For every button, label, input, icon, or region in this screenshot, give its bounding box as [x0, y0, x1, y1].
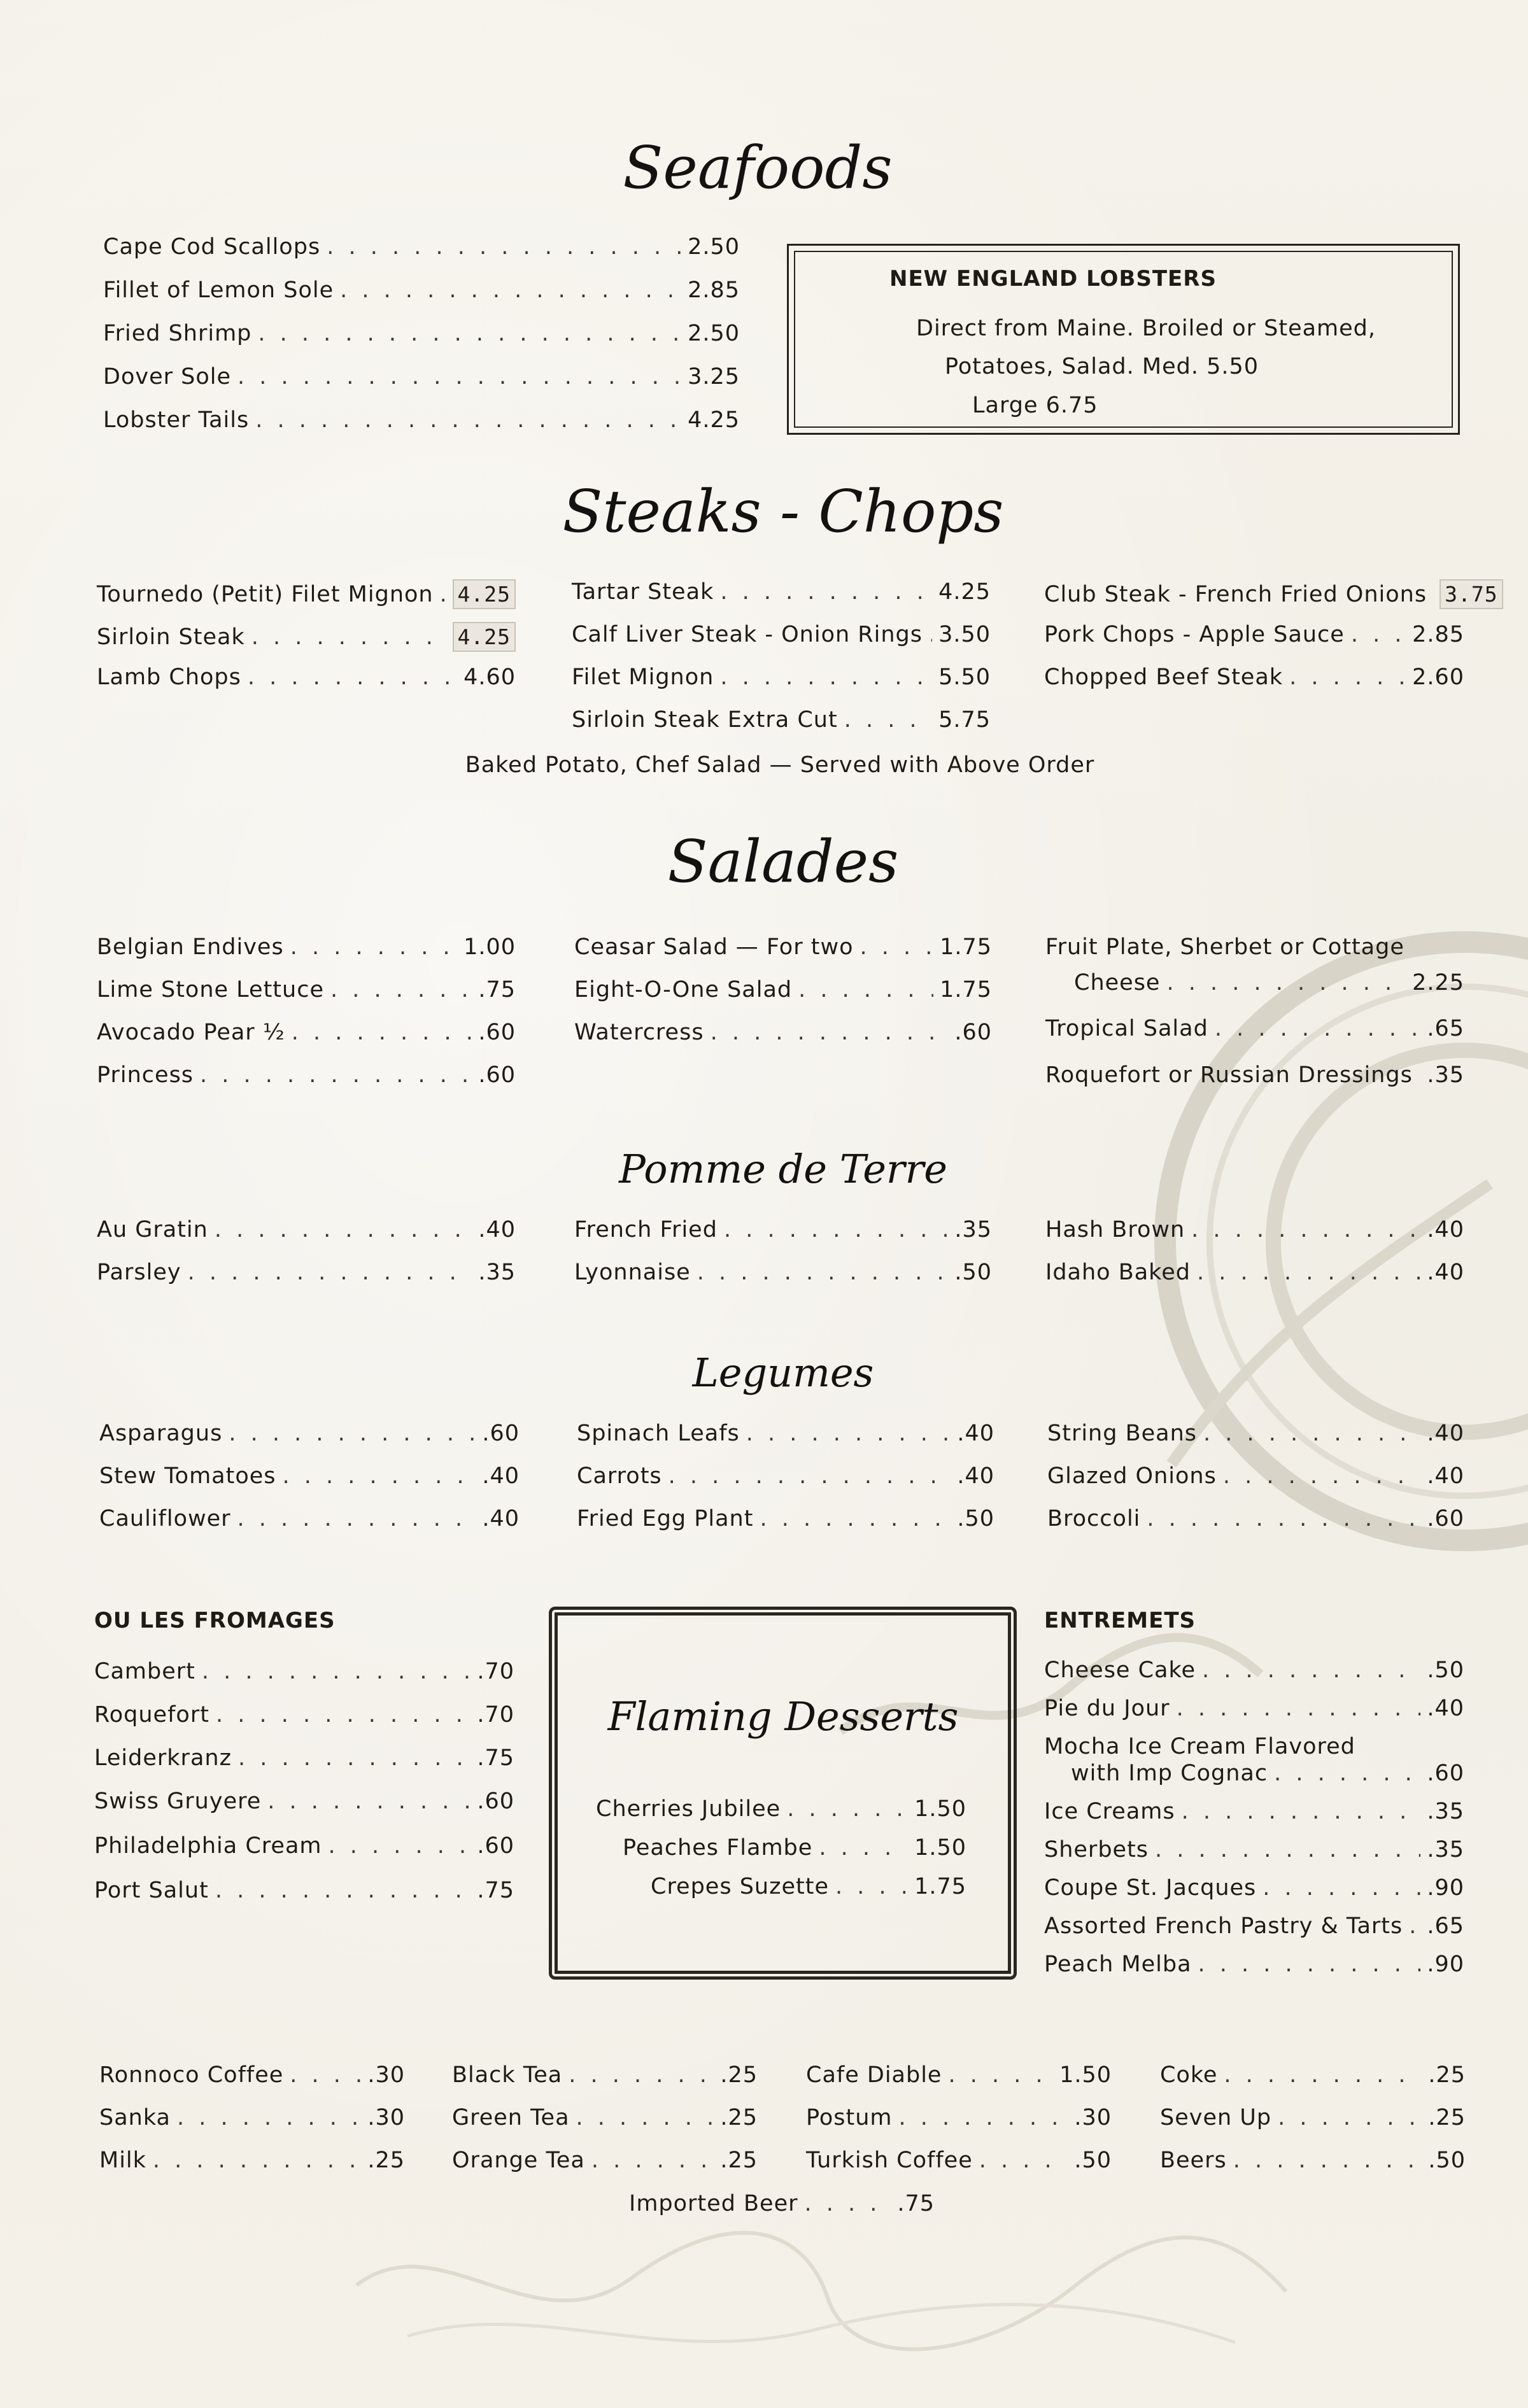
salades-title: Salades [667, 827, 899, 896]
leader-dots [1409, 1913, 1420, 1939]
list-item [1045, 1016, 1464, 1054]
item-price: .35 [1427, 1062, 1464, 1088]
item-name: Cheese Cake [1044, 1658, 1196, 1683]
list-item [94, 1745, 514, 1784]
item-name: Ceasar Salad — For two [574, 934, 854, 960]
item-name: Peach Melba [1044, 1952, 1192, 1977]
item-price: .75 [477, 1878, 514, 1903]
list-item [1044, 1799, 1464, 1837]
steaks-title: Steaks - Chops [562, 477, 1004, 546]
item-name: Princess [97, 1062, 194, 1088]
item-name: Green Tea [452, 2105, 570, 2130]
leader-dots [668, 1463, 951, 1489]
item-name: Turkish Coffee [806, 2148, 973, 2173]
item-price: 5.50 [938, 665, 991, 690]
leader-dots [283, 1463, 476, 1489]
item-name: Cape Cod Scallops [103, 234, 321, 260]
item-name: Roquefort [94, 1702, 209, 1728]
item-name: Mocha Ice Cream Flavored [1044, 1734, 1355, 1759]
list-item [577, 1506, 994, 1544]
list-item [596, 1796, 966, 1834]
item-name: Milk [99, 2148, 146, 2173]
item-price: .40 [1427, 1463, 1464, 1489]
item-price: .65 [1427, 1913, 1464, 1939]
item-price: 4.25 [453, 622, 516, 652]
list-item [577, 1463, 994, 1502]
list-item [99, 1421, 520, 1459]
item-price: 2.50 [688, 234, 740, 260]
seafoods-title: Seafoods [623, 134, 893, 202]
item-name: Peaches Flambe [623, 1835, 813, 1861]
list-item [103, 364, 740, 402]
list-item [452, 2062, 758, 2101]
leader-dots [1223, 1463, 1421, 1489]
leader-dots [948, 2062, 1053, 2088]
item-price: .40 [482, 1506, 520, 1531]
leader-dots [1289, 665, 1406, 690]
item-price: 2.85 [1412, 622, 1464, 647]
list-item [1045, 1062, 1464, 1101]
item-price: .30 [367, 2062, 405, 2088]
leader-dots [1198, 1952, 1421, 1977]
lobster-line-3: Large 6.75 [972, 393, 1098, 418]
entremets-title: ENTREMETS [1044, 1608, 1196, 1633]
leader-dots [724, 1217, 948, 1243]
item-name: Chopped Beef Steak [1044, 665, 1284, 690]
item-price: .30 [1074, 2105, 1112, 2130]
item-name: Cauliflower [99, 1506, 231, 1531]
item-price: .60 [478, 1020, 516, 1045]
item-price: 1.50 [914, 1835, 966, 1861]
item-name: String Beans [1047, 1421, 1197, 1446]
item-price: .60 [477, 1833, 514, 1859]
item-price: .50 [954, 1260, 992, 1285]
list-item [629, 2191, 935, 2229]
item-name: Pork Chops - Apple Sauce [1044, 622, 1345, 647]
item-name: Sanka [99, 2105, 171, 2130]
leader-dots [1233, 2148, 1422, 2173]
list-item [596, 1874, 966, 1912]
leader-dots [238, 1745, 470, 1771]
item-name: Broccoli [1047, 1506, 1141, 1531]
item-name: Lobster Tails [103, 407, 250, 433]
list-item [97, 934, 516, 973]
leader-dots [1197, 1260, 1420, 1285]
item-name: Imported Beer [629, 2191, 798, 2216]
item-price: .50 [1427, 1658, 1464, 1683]
pommes-title: Pomme de Terre [619, 1146, 947, 1192]
list-item [97, 1062, 516, 1101]
leader-dots [1155, 1837, 1420, 1862]
item-name: Swiss Gruyere [94, 1789, 262, 1814]
item-price: .60 [482, 1421, 520, 1446]
list-item [99, 2105, 405, 2143]
item-name: Avocado Pear ½ [97, 1020, 285, 1045]
fromages-title: OU LES FROMAGES [94, 1608, 336, 1633]
leader-dots [290, 2062, 361, 2088]
list-item [574, 1020, 992, 1058]
leader-dots [1182, 1799, 1421, 1824]
item-name: Watercress [574, 1020, 704, 1045]
leader-dots [202, 1659, 470, 1684]
leader-dots [330, 977, 472, 1003]
list-item [572, 707, 991, 745]
item-price: .40 [957, 1463, 994, 1489]
leader-dots [237, 1506, 476, 1531]
item-price: .40 [1427, 1260, 1464, 1285]
list-item [97, 1020, 516, 1058]
item-price: .25 [720, 2062, 758, 2088]
item-name: Calf Liver Steak - Onion Rings [572, 622, 923, 647]
item-name: Asparagus [99, 1421, 223, 1446]
item-price: 4.25 [688, 407, 740, 433]
list-item [97, 1260, 516, 1298]
item-price: .35 [954, 1217, 992, 1243]
item-price: 1.00 [463, 934, 516, 960]
item-name: Parsley [97, 1260, 181, 1285]
leader-dots [188, 1260, 472, 1285]
leader-dots [1191, 1217, 1420, 1243]
list-item [103, 234, 740, 272]
list-item [806, 2062, 1112, 2101]
leader-dots [153, 2148, 361, 2173]
leader-dots [1147, 1506, 1420, 1531]
item-name: Port Salut [94, 1878, 209, 1903]
leader-dots [787, 1796, 908, 1822]
item-name: Au Gratin [97, 1217, 208, 1243]
leader-dots [1177, 1696, 1421, 1721]
item-price: .50 [957, 1506, 994, 1531]
item-name: Sirloin Steak [97, 624, 245, 650]
item-name: Orange Tea [452, 2148, 585, 2173]
item-price: .75 [477, 1745, 514, 1771]
item-price: .40 [1427, 1696, 1464, 1721]
item-name: Spinach Leafs [577, 1421, 740, 1446]
leader-dots [292, 1020, 472, 1045]
leader-dots [711, 1020, 949, 1045]
item-name: Roquefort or Russian Dressings [1045, 1062, 1413, 1088]
leader-dots [255, 407, 681, 433]
list-item [574, 1217, 992, 1255]
leader-dots [979, 2148, 1068, 2173]
list-item [806, 2148, 1112, 2186]
item-price: .40 [957, 1421, 994, 1446]
flourish-watermark [344, 2209, 1299, 2374]
leader-dots [819, 1835, 908, 1861]
item-name: Glazed Onions [1047, 1463, 1217, 1489]
lobster-box [787, 244, 1460, 435]
item-name: Ice Creams [1044, 1799, 1175, 1824]
list-item [1044, 579, 1498, 617]
leader-dots [860, 934, 934, 960]
leader-dots [1224, 2062, 1422, 2088]
item-name: Postum [806, 2105, 893, 2130]
leader-dots [805, 2191, 891, 2216]
list-item [572, 665, 991, 703]
list-item [99, 2148, 405, 2186]
list-item [94, 1789, 514, 1827]
leader-dots [1215, 1016, 1421, 1041]
item-price: .25 [367, 2148, 405, 2173]
item-name: Tartar Steak [572, 579, 714, 605]
desserts-frame [549, 1607, 1017, 1980]
item-name: Cheese [1074, 970, 1161, 996]
item-price: .25 [720, 2105, 758, 2130]
list-item [97, 977, 516, 1015]
list-item [1160, 2105, 1466, 2143]
list-item [103, 321, 740, 359]
item-price: 3.25 [688, 364, 740, 390]
list-item [1044, 665, 1464, 703]
item-price: .35 [1427, 1799, 1464, 1824]
list-item [452, 2105, 758, 2143]
item-price: .60 [478, 1062, 516, 1088]
item-price: 1.75 [914, 1874, 966, 1899]
item-price: .25 [1428, 2062, 1466, 2088]
leader-dots [290, 934, 457, 960]
list-item [1044, 1875, 1464, 1913]
list-item [1045, 1260, 1464, 1298]
leader-dots [1278, 2105, 1422, 2130]
list-item [574, 934, 992, 973]
leader-dots [835, 1874, 908, 1899]
list-item [1045, 970, 1464, 1008]
item-name: Filet Mignon [572, 665, 714, 690]
list-item [1047, 1506, 1464, 1544]
leader-dots [327, 234, 681, 260]
item-name: Coupe St. Jacques [1044, 1875, 1257, 1901]
list-item [103, 407, 740, 446]
leader-dots [258, 321, 681, 346]
list-item [452, 2148, 758, 2186]
list-item [577, 1421, 994, 1459]
leader-dots [216, 1702, 470, 1728]
list-item [97, 579, 516, 617]
list-item [99, 1463, 520, 1502]
item-price: 2.25 [1412, 970, 1464, 996]
list-item [94, 1702, 514, 1740]
list-item [1044, 1913, 1464, 1952]
item-price: 2.60 [1412, 665, 1464, 690]
item-name: with Imp Cognac [1071, 1761, 1268, 1786]
list-item [94, 1659, 514, 1697]
item-price: .65 [1427, 1016, 1464, 1041]
list-item [99, 2062, 405, 2101]
leader-dots [569, 2062, 714, 2088]
item-price: .90 [1427, 1875, 1464, 1901]
list-item [94, 1833, 514, 1871]
leader-dots [229, 1421, 476, 1446]
leader-dots [1274, 1761, 1420, 1786]
item-name: Cambert [94, 1659, 195, 1684]
item-name: Leiderkranz [94, 1745, 232, 1771]
leader-dots [899, 2105, 1068, 2130]
steaks-note: Baked Potato, Chef Salad — Served with Above Order [465, 752, 1095, 778]
leader-dots [697, 1260, 949, 1285]
leader-dots [591, 2148, 714, 2173]
list-item [1045, 1217, 1464, 1255]
item-name: Ronnoco Coffee [99, 2062, 284, 2088]
leader-dots [200, 1062, 472, 1088]
item-name: Fried Shrimp [103, 321, 252, 346]
item-name: Lamb Chops [97, 665, 241, 690]
item-name: Crepes Suzette [651, 1874, 829, 1899]
item-name: Dover Sole [103, 364, 232, 390]
leader-dots [1351, 622, 1406, 647]
item-price: .70 [477, 1659, 514, 1684]
item-name: Cherries Jubilee [596, 1796, 781, 1822]
list-item [1044, 1952, 1464, 1990]
item-name: French Fried [574, 1217, 718, 1243]
item-name: Fillet of Lemon Sole [103, 278, 334, 303]
item-name: Carrots [577, 1463, 662, 1489]
item-price: 3.75 [1440, 579, 1503, 609]
item-price: .70 [477, 1702, 514, 1728]
list-item [572, 579, 991, 617]
item-price: 2.85 [688, 278, 740, 303]
leader-dots [340, 278, 681, 303]
item-name: Seven Up [1160, 2105, 1272, 2130]
list-item [596, 1835, 966, 1873]
item-price: .25 [1428, 2105, 1466, 2130]
leader-dots [251, 624, 446, 650]
item-price: .40 [482, 1463, 520, 1489]
list-item [574, 1260, 992, 1298]
legumes-title: Legumes [692, 1349, 874, 1396]
leader-dots [576, 2105, 714, 2130]
leader-dots [329, 1833, 471, 1859]
leader-dots [237, 364, 681, 390]
leader-dots [720, 665, 932, 690]
item-price: 4.25 [453, 579, 516, 609]
item-name: Fried Egg Plant [577, 1506, 754, 1531]
item-name: Assorted French Pastry & Tarts [1044, 1913, 1403, 1939]
item-name: Hash Brown [1045, 1217, 1185, 1243]
item-name: Tropical Salad [1045, 1016, 1208, 1041]
item-name: Tournedo (Petit) Filet Mignon [97, 582, 434, 607]
item-price: .40 [478, 1217, 516, 1243]
list-item [1044, 1696, 1464, 1734]
leader-dots [1166, 970, 1406, 996]
lobster-line-1: Direct from Maine. Broiled or Steamed, [916, 316, 1376, 341]
list-item [1160, 2148, 1466, 2186]
item-price: .75 [478, 977, 516, 1003]
item-price: .35 [478, 1260, 516, 1285]
desserts-title: Flaming Desserts [607, 1693, 959, 1740]
item-price: .30 [367, 2105, 405, 2130]
item-price: .35 [1427, 1837, 1464, 1862]
item-name: Sherbets [1044, 1837, 1149, 1862]
leader-dots [746, 1421, 951, 1446]
item-name: Belgian Endives [97, 934, 284, 960]
list-item [572, 622, 991, 660]
list-item [99, 1506, 520, 1544]
list-item [97, 665, 516, 703]
item-name: Philadelphia Cream [94, 1833, 322, 1859]
item-name: Sirloin Steak Extra Cut [572, 707, 838, 733]
item-price: 1.50 [914, 1796, 966, 1822]
leader-dots [1202, 1658, 1420, 1683]
item-name: Lime Stone Lettuce [97, 977, 324, 1003]
fruit-plate-line [1045, 934, 1464, 973]
list-item [1044, 1761, 1464, 1799]
item-price: .40 [1427, 1217, 1464, 1243]
item-name: Idaho Baked [1045, 1260, 1191, 1285]
leader-dots [267, 1789, 470, 1814]
leader-dots [248, 665, 457, 690]
leader-dots [215, 1878, 471, 1903]
item-price: 1.75 [940, 934, 992, 960]
list-item [1160, 2062, 1466, 2101]
item-price: .60 [1427, 1761, 1464, 1786]
item-price: .25 [720, 2148, 758, 2173]
item-price: 4.60 [463, 665, 516, 690]
item-price: 5.75 [938, 707, 991, 733]
leader-dots [1419, 1062, 1421, 1088]
lobster-title: NEW ENGLAND LOBSTERS [889, 266, 1217, 292]
item-name: Black Tea [452, 2062, 563, 2088]
lobster-line-2: Potatoes, Salad. Med. 5.50 [945, 354, 1259, 379]
list-item [806, 2105, 1112, 2143]
item-price: .50 [1074, 2148, 1112, 2173]
leader-dots [177, 2105, 361, 2130]
list-item [1044, 1658, 1464, 1696]
leader-dots [215, 1217, 472, 1243]
leader-dots [798, 977, 933, 1003]
item-name: Eight-O-One Salad [574, 977, 793, 1003]
leader-dots [440, 582, 446, 607]
item-price: .75 [897, 2191, 935, 2216]
item-price: .40 [1427, 1421, 1464, 1446]
leader-dots [929, 622, 932, 647]
item-name: Coke [1160, 2062, 1218, 2088]
list-item [97, 622, 516, 660]
item-name: Pie du Jour [1044, 1696, 1170, 1721]
leader-dots [1263, 1875, 1420, 1901]
leader-dots [720, 579, 932, 605]
list-item [94, 1878, 514, 1916]
item-price: 4.25 [938, 579, 991, 605]
list-item [574, 977, 992, 1015]
item-name: Lyonnaise [574, 1260, 691, 1285]
item-name: Beers [1160, 2148, 1227, 2173]
item-price: 2.50 [688, 321, 740, 346]
list-item [103, 278, 740, 316]
leader-dots [760, 1506, 951, 1531]
list-item [1047, 1421, 1464, 1459]
item-price: 3.50 [938, 622, 991, 647]
item-name: Cafe Diable [806, 2062, 942, 2088]
leader-dots [1203, 1421, 1420, 1446]
item-price: 1.75 [940, 977, 992, 1003]
list-item [1044, 1837, 1464, 1875]
item-price: .50 [1428, 2148, 1466, 2173]
item-price: .60 [477, 1789, 514, 1814]
item-name: Club Steak - French Fried Onions [1044, 582, 1427, 607]
item-price: .60 [954, 1020, 992, 1045]
list-item [1047, 1463, 1464, 1502]
item-price: .60 [1427, 1506, 1464, 1531]
item-name: Fruit Plate, Sherbet or Cottage [1045, 934, 1404, 960]
leader-dots [844, 707, 932, 733]
item-name: Stew Tomatoes [99, 1463, 276, 1489]
item-price: .90 [1427, 1952, 1464, 1977]
list-item [97, 1217, 516, 1255]
list-item [1044, 622, 1464, 660]
item-price: 1.50 [1059, 2062, 1112, 2088]
